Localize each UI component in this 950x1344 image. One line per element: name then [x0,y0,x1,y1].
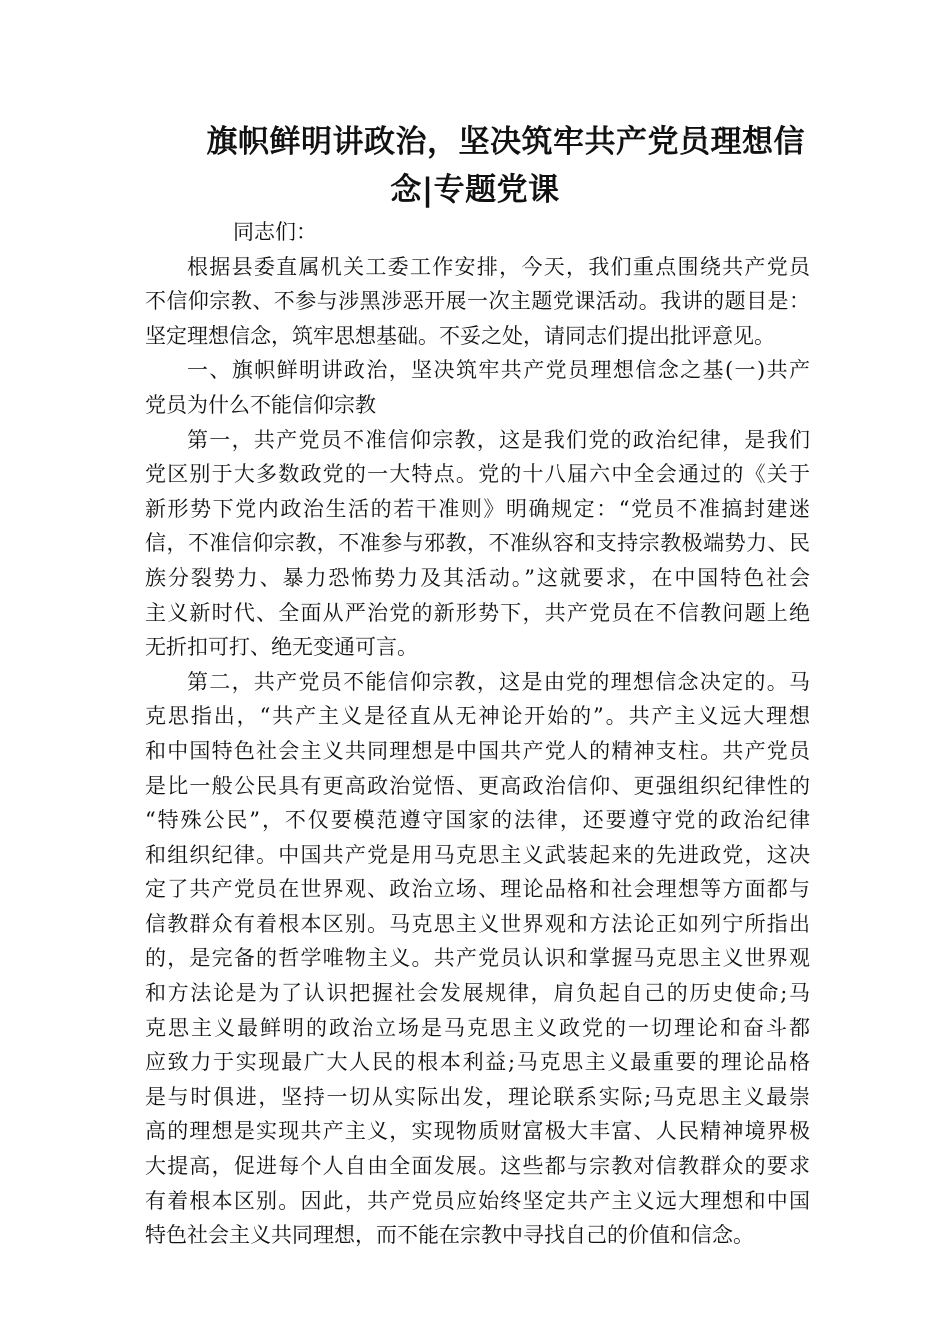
section-heading-1 [145,353,810,422]
heading-line: 一、旗帜鲜明讲政治，坚决筑牢共产党员理想信念之基(一)共产 [187,358,810,383]
paragraph-intro [145,250,810,354]
paragraph-line: 定了共产党员在世界观、政治立场、理论品格和社会理想等方面都与 [145,877,810,902]
paragraph-line: 第二，共产党员不能信仰宗教，这是由党的理想信念决定的。马 [187,669,810,694]
paragraph-line: 的，是完备的哲学唯物主义。共产党员认识和掌握马克思主义世界观 [145,946,810,971]
paragraph-line: 信教群众有着根本区别。马克思主义世界观和方法论正如列宁所指出 [145,911,810,936]
paragraph-line: 信，不准信仰宗教，不准参与邪教，不准纵容和支持宗教极端势力、民 [145,531,810,556]
paragraph-line: 克思指出，“共产主义是径直从无神论开始的”。共产主义远大理想 [145,704,810,729]
paragraph-line: 无折扣可打、绝无变通可言。 [145,635,418,660]
paragraph-line: 特色社会主义共同理想，而不能在宗教中寻找自己的价值和信念。 [145,1223,754,1248]
paragraph-line: 是与时俱进，坚持一切从实际出发，理论联系实际;马克思主义最崇 [145,1084,810,1109]
paragraph-line: 族分裂势力、暴力恐怖势力及其活动。”这就要求，在中国特色社会 [145,565,810,590]
paragraph-line: 坚定理想信念，筑牢思想基础。不妥之处，请同志们提出批评意见。 [145,323,775,348]
paragraph-line: 党区别于大多数政党的一大特点。党的十八届六中全会通过的《关于 [145,462,810,487]
paragraph-second-point [145,665,810,1253]
paragraph-line: 不信仰宗教、不参与涉黑涉恶开展一次主题党课活动。我讲的题目是： [145,289,810,314]
paragraph-line: 有着根本区别。因此，共产党员应始终坚定共产主义远大理想和中国 [145,1188,810,1213]
paragraph-line: 和方法论是为了认识把握社会发展规律，肩负起自己的历史使命;马 [145,981,810,1006]
paragraph-line: 第一，共产党员不准信仰宗教，这是我们党的政治纪律，是我们 [187,427,810,452]
document-body [145,215,810,1253]
paragraph-line: 大提高，促进每个人自由全面发展。这些都与宗教对信教群众的要求 [145,1154,810,1179]
paragraph-line: 克思主义最鲜明的政治立场是马克思主义政党的一切理论和奋斗都 [145,1015,810,1040]
paragraph-line: 和组织纪律。中国共产党是用马克思主义武装起来的先进政党，这决 [145,842,810,867]
paragraph-line: 应致力于实现最广大人民的根本利益;马克思主义最重要的理论品格 [145,1050,810,1075]
paragraph-line: 主义新时代、全面从严治党的新形势下，共产党员在不信教问题上绝 [145,600,810,625]
paragraph-line: 和中国特色社会主义共同理想是中国共产党人的精神支柱。共产党员 [145,738,810,763]
salutation: 同志们： [233,220,317,244]
paragraph-line: 新形势下党内政治生活的若干准则》明确规定：“党员不准搞封建迷 [145,496,810,521]
paragraph-first-point [145,423,810,665]
document-title-line-1: 旗帜鲜明讲政治，坚决筑牢共产党员理想信 [206,124,805,160]
paragraph-line: 高的理想是实现共产主义，实现物质财富极大丰富、人民精神境界极 [145,1119,810,1144]
paragraph-line: “特殊公民”，不仅要模范遵守国家的法律，还要遵守党的政治纪律 [145,808,810,833]
heading-line: 党员为什么不能信仰宗教 [145,392,376,417]
document-title-line-2: 念|专题党课 [390,172,560,208]
paragraph-line: 根据县委直属机关工委工作安排，今天，我们重点围绕共产党员 [187,254,810,279]
paragraph-line: 是比一般公民具有更高政治觉悟、更高政治信仰、更强组织纪律性的 [145,773,810,798]
